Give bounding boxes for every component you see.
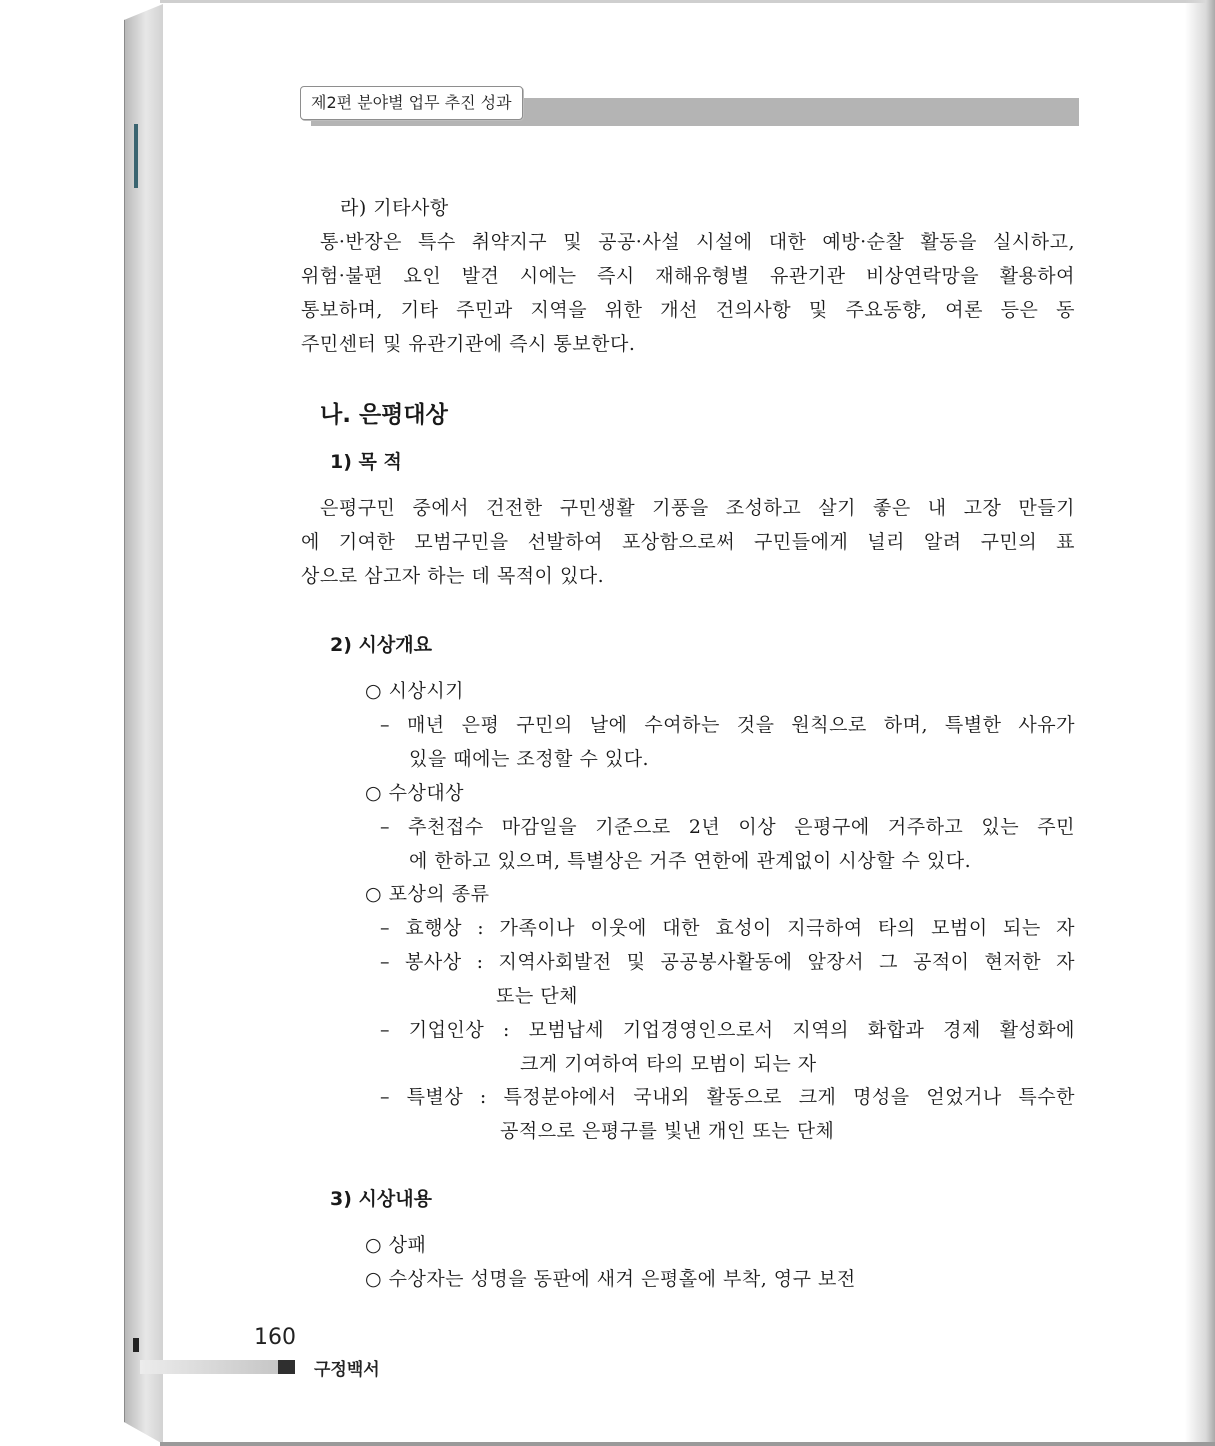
list-item-line: 있을 때에는 조정할 수 있다.	[409, 748, 650, 770]
bullet-plaque: ○ 상패	[365, 1234, 427, 1256]
list-item-line: 에 한하고 있으며, 특별상은 거주 연한에 관계없이 시상할 수 있다.	[409, 850, 972, 872]
award-type-filial: – 효행상 : 가족이나 이웃에 대한 효성이 지극하여 타의 모범이 되는 자	[380, 917, 1075, 939]
spine-accent-strip	[134, 124, 138, 188]
page-right-shadow	[1185, 0, 1215, 1446]
book-spine	[124, 4, 163, 1444]
page-top-edge	[160, 0, 1215, 3]
paragraph-line: 은평구민 중에서 건전한 구민생활 기풍을 조성하고 살기 좋은 내 고장 만들기	[320, 497, 1075, 519]
bullet-award-types: ○ 포상의 종류	[365, 883, 490, 905]
paragraph-line: 에 기여한 모범구민을 선발하여 포상함으로써 구민들에게 널리 알려 구민의 표	[301, 531, 1075, 553]
paragraph-line: 주민센터 및 유관기관에 즉시 통보한다.	[301, 333, 636, 355]
award-type-service-cont: 또는 단체	[496, 985, 578, 1007]
award-type-business: – 기업인상 : 모범납세 기업경영인으로서 지역의 화합과 경제 활성화에	[380, 1019, 1075, 1041]
paragraph-line: 통·반장은 특수 취약지구 및 공공·사설 시설에 대한 예방·순찰 활동을 실시하고,	[320, 231, 1075, 253]
bullet-bronze-plate: ○ 수상자는 성명을 동판에 새겨 은평홀에 부착, 영구 보전	[365, 1268, 856, 1290]
running-header-chapter: 제2편 분야별 업무 추진 성과	[300, 86, 523, 120]
page-number: 160	[254, 1325, 296, 1350]
paragraph-line: 위험·불편 요인 발견 시에는 즉시 재해유형별 유관기관 비상연락망을 활용하여	[301, 265, 1075, 287]
subsection-heading-etc: 라) 기타사항	[340, 197, 449, 219]
award-type-special: – 특별상 : 특정분야에서 국내외 활동으로 크게 명성을 얻었거나 특수한	[380, 1086, 1075, 1108]
bullet-award-target: ○ 수상대상	[365, 782, 465, 804]
footer-bar-light	[140, 1360, 280, 1374]
list-item-line: – 매년 은평 구민의 날에 수여하는 것을 원칙으로 하며, 특별한 사유가	[380, 714, 1075, 736]
spine-mark	[133, 1338, 139, 1352]
subsection-heading-overview: 2) 시상개요	[330, 634, 432, 656]
subsection-heading-purpose: 1) 목 적	[330, 451, 402, 473]
paragraph-line: 상으로 삼고자 하는 데 목적이 있다.	[301, 565, 605, 587]
section-heading-eunpyeong-award: 나. 은평대상	[320, 402, 448, 428]
list-item-line: – 추천접수 마감일을 기준으로 2년 이상 은평구에 거주하고 있는 주민	[380, 816, 1075, 838]
footer-book-title: 구정백서	[314, 1360, 380, 1380]
award-type-special-cont: 공적으로 은평구를 빛낸 개인 또는 단체	[500, 1120, 835, 1142]
award-type-service: – 봉사상 : 지역사회발전 및 공공봉사활동에 앞장서 그 공적이 현저한 자	[380, 951, 1075, 973]
footer-bar-dark	[278, 1360, 295, 1374]
subsection-heading-contents: 3) 시상내용	[330, 1188, 432, 1210]
bullet-award-timing: ○ 시상시기	[365, 680, 465, 702]
page-bottom-edge	[160, 1442, 1215, 1446]
paragraph-line: 통보하며, 기타 주민과 지역을 위한 개선 건의사항 및 주요동향, 여론 등은 동	[301, 299, 1075, 321]
award-type-business-cont: 크게 기여하여 타의 모범이 되는 자	[520, 1053, 817, 1075]
